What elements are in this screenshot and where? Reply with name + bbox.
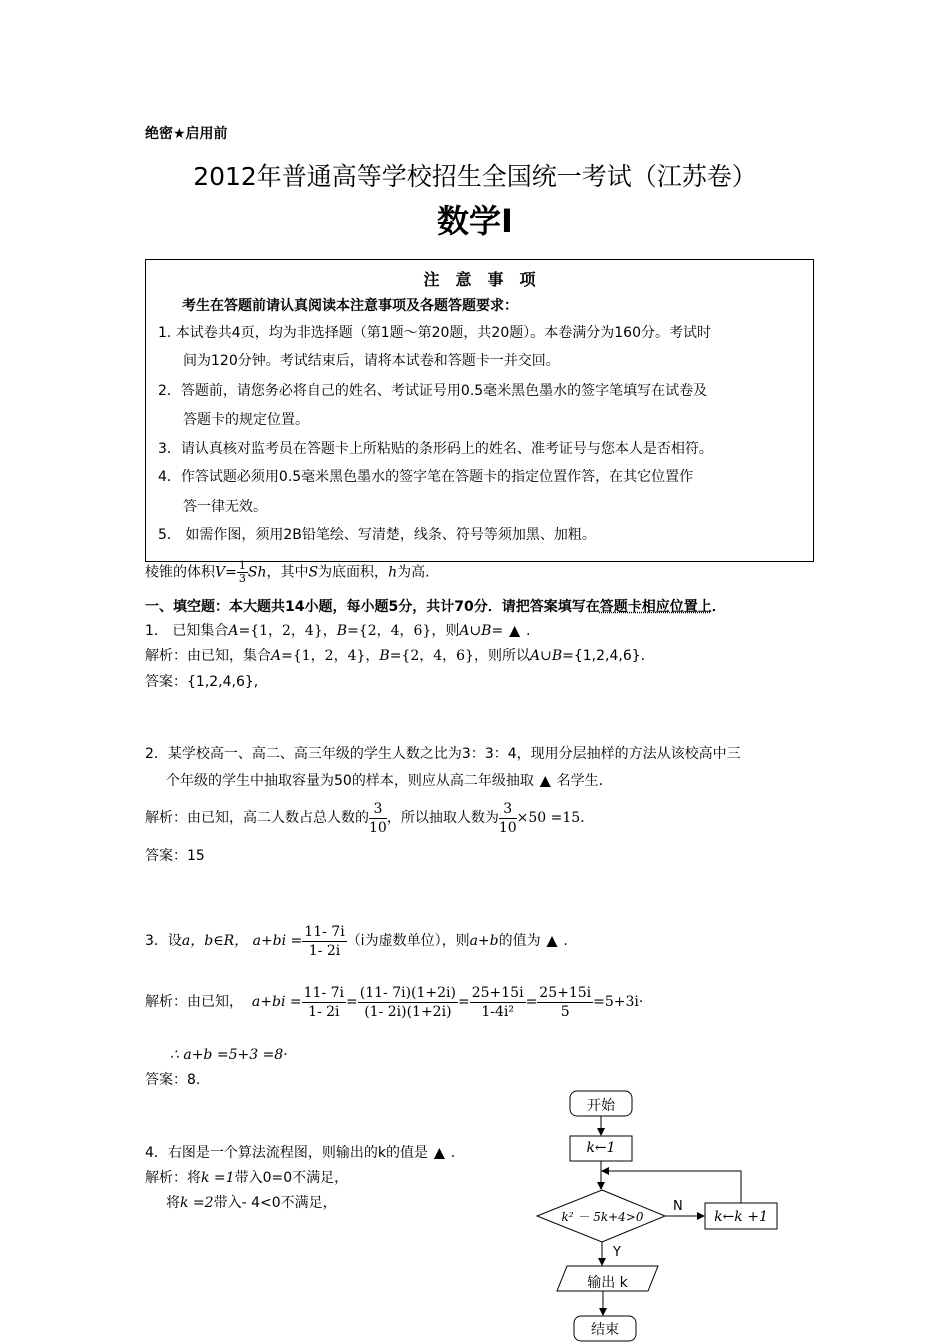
flow-yes-label: Y xyxy=(613,1245,621,1260)
section-title: 一、填空题：本大题共14小题，每小题5分，共计70分．请把答案填写在答题卡相应位置上． xyxy=(145,599,726,615)
question-2-line1: 2．某学校高一、高二、高三年级的学生人数之比为3：3：4，现用分层抽样的方法从该校高中三 xyxy=(145,746,741,762)
question-2-line2: 个年级的学生中抽取容量为50的样本，则应从高二年级抽取 ▲ 名学生． xyxy=(166,773,613,789)
notice-intro: 考生在答题前请认真阅读本注意事项及各题答题要求： xyxy=(182,298,518,314)
answer-blank: ▲ xyxy=(434,1145,445,1161)
flow-update-label: k←k +1 xyxy=(714,1209,768,1225)
solution-4-line1: 解析：将k =1带入0=0不满足， xyxy=(145,1170,349,1186)
notice-box xyxy=(145,259,814,562)
notice-item: 间为120分钟。考试结束后，请将本试卷和答题卡一并交回。 xyxy=(183,353,560,369)
notice-item: 3．请认真核对监考员在答题卡上所粘贴的条形码上的姓名、准考证号与您本人是否相符。 xyxy=(158,441,713,457)
solution-3: 解析：由已知， a+bi = $\frac{11- 7i}{1- 2i}$ = $\frac{(11- 7i)(1+2i)}{(1- 2i)(1+2i)}$ = $\frac{25+15i}{\text{1-4i²}}$ = $\frac{25+15i}{5}$ =5+3i· xyxy=(145,984,644,1020)
notice-item: 4．作答试题必须用0.5毫米黑色墨水的签字笔在答题卡的指定位置作答，在其它位置作 xyxy=(158,469,694,485)
notice-heading: 注 意 事 项 xyxy=(423,270,536,289)
volume-formula: 棱锥的体积V= $\frac{1}{3}$ Sh，其中S为底面积，h为高. xyxy=(145,559,430,585)
flow-init-label: k←1 xyxy=(586,1140,616,1156)
flow-condition-label: k² － 5k+4>0 xyxy=(561,1210,644,1224)
secret-label: 绝密★启用前 xyxy=(145,126,228,142)
answer-3: 答案：8. xyxy=(145,1072,201,1088)
answer-2: 答案：15 xyxy=(145,848,205,864)
question-4: 4．右图是一个算法流程图，则输出的k的值是 ▲ . xyxy=(145,1145,456,1161)
flow-output-label: 输出 k xyxy=(587,1275,628,1291)
notice-item: 1. 本试卷共4页，均为非选择题（第1题～第20题，共20题）。本卷满分为160分。考试时 xyxy=(158,325,711,341)
therefore-line: ∴ a+b =5+3 =8· xyxy=(170,1047,288,1063)
exam-title: 2012年普通高等学校招生全国统一考试（江苏卷） xyxy=(193,162,757,191)
answer-1: 答案：{1,2,4,6}, xyxy=(145,674,259,690)
solution-1: 解析：由已知，集合A={1，2，4}，B={2，4，6}，则所以A∪B={1,2,4,6}. xyxy=(145,648,646,664)
answer-blank: ▲ xyxy=(539,773,551,789)
notice-item: 答一律无效。 xyxy=(183,499,267,515)
flow-start-label: 开始 xyxy=(587,1098,615,1114)
answer-blank: ▲ xyxy=(509,623,520,639)
question-3: 3．设a，b∈R， a+bi = $\frac{11- 7i}{1- 2i}$ （i为虚数单位），则a+b的值为 ▲ . xyxy=(145,923,568,959)
flow-no-label: N xyxy=(673,1199,683,1214)
solution-2: 解析：由已知，高二人数占总人数的 $\frac{3}{10}$ ，所以抽取人数为 $\frac{3}{10}$ ×50 =15． xyxy=(145,800,595,836)
answer-blank: ▲ xyxy=(546,933,558,949)
notice-item: 2．答题前，请您务必将自己的姓名、考试证号用0.5毫米黑色墨水的签字笔填写在试卷及 xyxy=(158,383,708,399)
notice-item: 答题卡的规定位置。 xyxy=(183,412,309,428)
solution-4-line2: 将k =2带入- 4<0不满足， xyxy=(166,1195,337,1211)
question-1: 1． 已知集合A={1，2，4}，B={2，4，6}，则A∪B= ▲ . xyxy=(145,623,531,639)
notice-item: 5． 如需作图，须用2B铅笔绘、写清楚，线条、符号等须加黑、加粗。 xyxy=(158,527,596,543)
subject-title: 数学Ⅰ xyxy=(437,202,513,240)
flow-end-label: 结束 xyxy=(591,1322,619,1338)
